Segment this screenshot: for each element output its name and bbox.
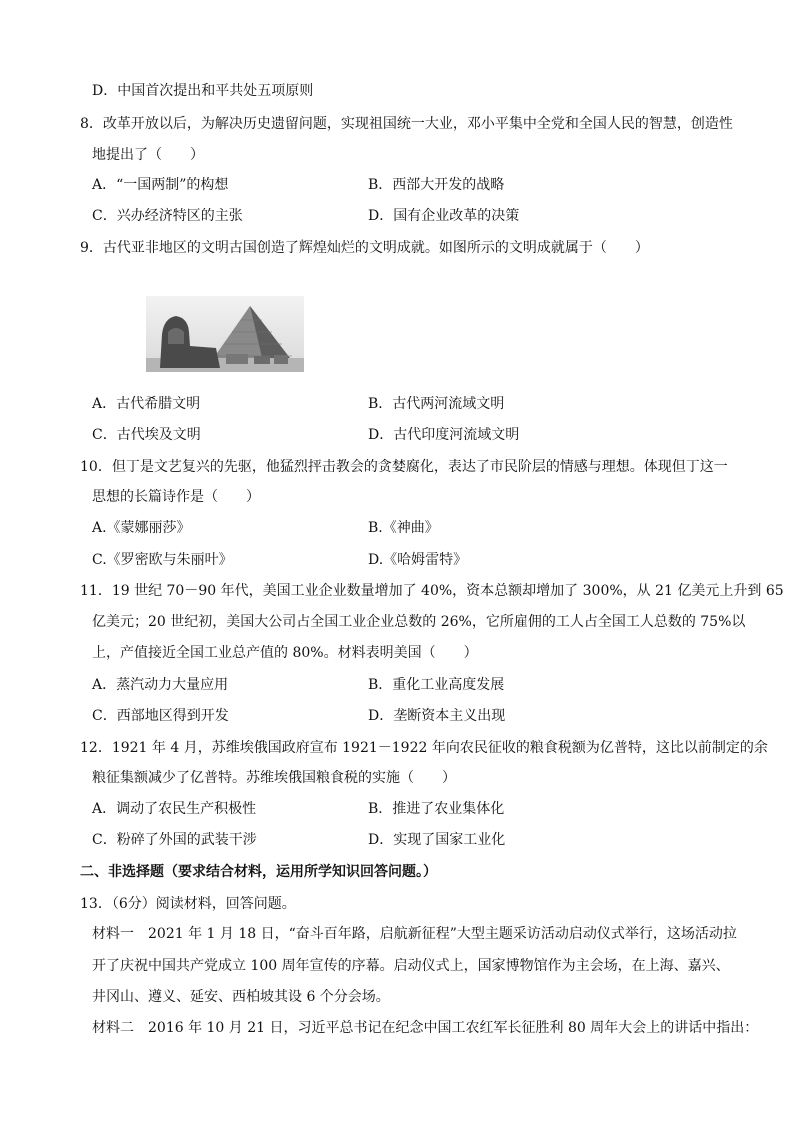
q11-option-b: B．重化工业高度发展: [368, 677, 505, 693]
q12-stem-line1: 12．1921 年 4 月，苏维埃俄国政府宣布 1921－1922 年向农民征收的粮食税额为亿普特，这比以前制定的余: [80, 740, 768, 756]
q8-option-b: B．西部大开发的战略: [368, 177, 505, 193]
sphinx-pyramid-photo: [146, 296, 304, 372]
q11-option-a: A．蒸汽动力大量应用: [92, 677, 229, 693]
q13-material1-line1: 材料一 2021 年 1 月 18 日，“奋斗百年路，启航新征程”大型主题采访活动启动仪式举行，这场活动拉: [92, 926, 737, 942]
q12-option-b: B．推进了农业集体化: [368, 801, 505, 817]
q11-stem-line1: 11．19 世纪 70－90 年代，美国工业企业数量增加了 40%，资本总额却增加了 300%，从 21 亿美元上升到 65: [80, 583, 784, 599]
q7-option-d: D．中国首次提出和平共处五项原则: [92, 83, 314, 99]
q10-stem-line2: 思想的长篇诗作是（ ）: [92, 489, 260, 505]
q9-option-a: A．古代希腊文明: [92, 396, 201, 412]
q13-material1-line2: 开了庆祝中国共产党成立 100 周年宣传的序幕。启动仪式上，国家博物馆作为主会场，在上海、嘉兴、: [92, 958, 730, 974]
q11-stem-line2: 亿美元；20 世纪初，美国大公司占全国工业企业总数的 26%，它所雇佣的工人占全国工人总数的 75%以: [92, 614, 746, 630]
q11-option-c: C．西部地区得到开发: [92, 708, 229, 724]
q9-option-b: B．古代两河流域文明: [368, 396, 505, 412]
q8-stem-line2: 地提出了（ ）: [92, 147, 204, 163]
q12-option-d: D．实现了国家工业化: [368, 832, 506, 848]
q9-option-c: C．古代埃及文明: [92, 427, 201, 443]
q13-material2-line1: 材料二 2016 年 10 月 21 日，习近平总书记在纪念中国工农红军长征胜利 80 周年大会上的讲话中指出：: [92, 1020, 759, 1036]
q8-option-d: D．国有企业改革的决策: [368, 208, 520, 224]
q11-stem-line3: 上，产值接近全国工业总产值的 80%。材料表明美国（ ）: [92, 645, 478, 661]
q11-option-d: D．垄断资本主义出现: [368, 708, 506, 724]
q12-option-c: C．粉碎了外国的武装干涉: [92, 832, 257, 848]
q9-stem: 9．古代亚非地区的文明古国创造了辉煌灿烂的文明成就。如图所示的文明成就属于（ ）: [80, 240, 649, 256]
q10-stem-line1: 10．但丁是文艺复兴的先驱，他猛烈抨击教会的贪婪腐化，表达了市民阶层的情感与理想。体现但丁这一: [80, 459, 728, 475]
q12-option-a: A．调动了农民生产积极性: [92, 801, 257, 817]
q10-option-c: C.《罗密欧与朱丽叶》: [92, 552, 233, 568]
q10-option-d: D.《哈姆雷特》: [368, 552, 468, 568]
q10-option-a: A.《蒙娜丽莎》: [92, 520, 191, 536]
q12-stem-line2: 粮征集额减少了亿普特。苏维埃俄国粮食税的实施（ ）: [92, 770, 456, 786]
q8-stem-line1: 8．改革开放以后，为解决历史遗留问题，实现祖国统一大业，邓小平集中全党和全国人民的智慧，创造性: [80, 116, 733, 132]
q9-option-d: D．古代印度河流域文明: [368, 427, 520, 443]
q8-option-c: C．兴办经济特区的主张: [92, 208, 243, 224]
section-heading-non-choice: 二、非选择题（要求结合材料，运用所学知识回答问题。）: [80, 864, 437, 880]
q10-option-b: B.《神曲》: [368, 520, 439, 536]
q8-option-a: A．“一国两制”的构想: [92, 177, 229, 193]
q13-stem: 13．（6分）阅读材料，回答问题。: [80, 896, 296, 912]
q13-material1-line3: 井冈山、遵义、延安、西柏坡其设 6 个分会场。: [92, 989, 390, 1005]
